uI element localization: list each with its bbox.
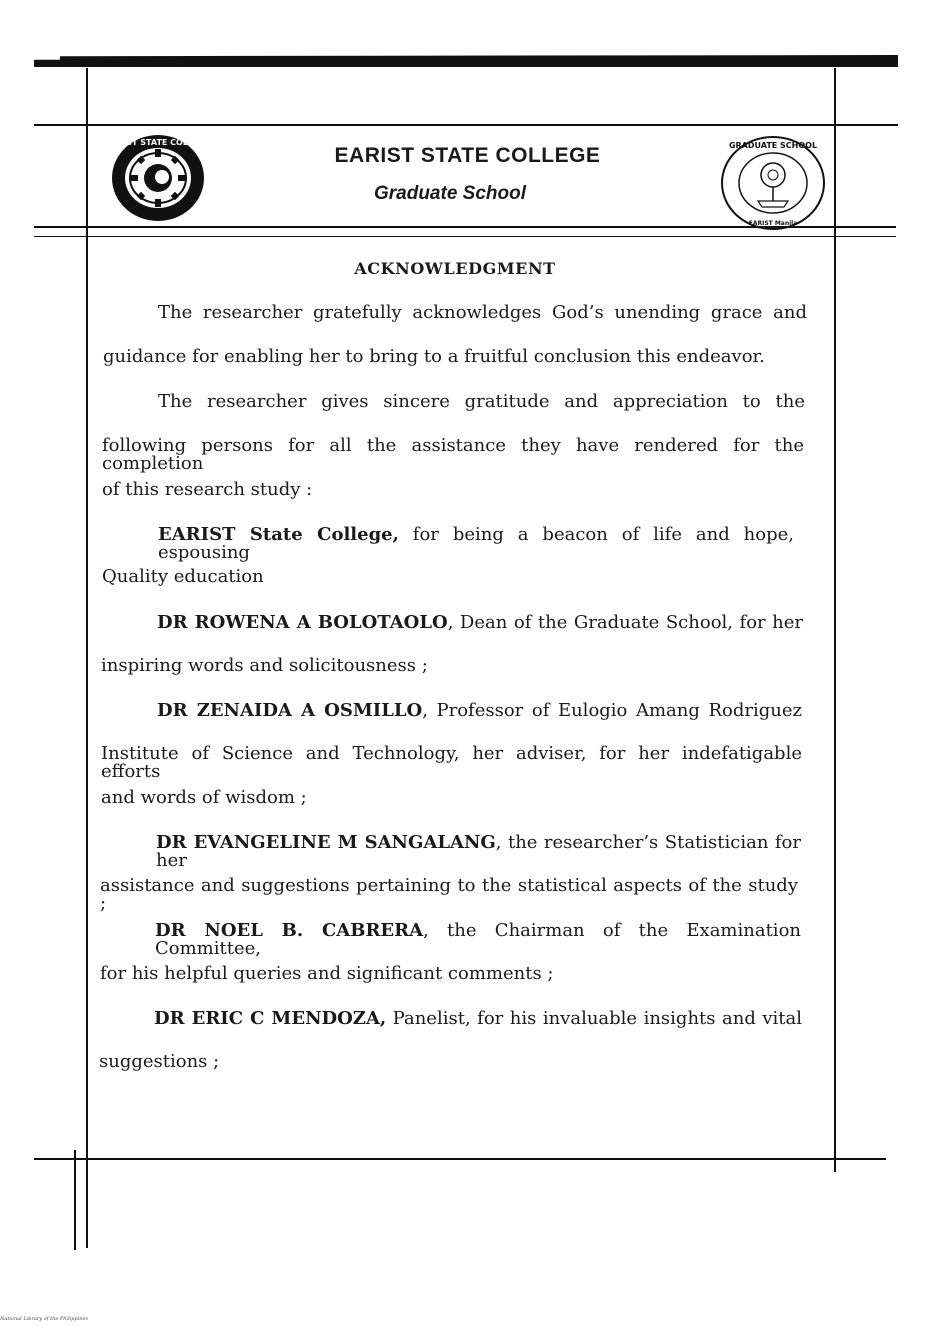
acknowledgee-name: DR EVANGELINE M SANGALANG xyxy=(156,832,496,853)
paragraph-line: for his helpful queries and significant comments ; xyxy=(100,963,554,984)
footer-rule xyxy=(34,1158,886,1160)
paragraph-line: following persons for all the assistance they have rendered for the completion xyxy=(102,435,804,474)
acknowledgee-text: , Dean of the Graduate School, for her xyxy=(447,612,804,633)
page-title: ACKNOWLEDGMENT xyxy=(354,259,556,278)
acknowledgee-line xyxy=(158,526,794,562)
acknowledgee-line xyxy=(155,922,801,958)
paragraph-line: suggestions ; xyxy=(99,1051,220,1072)
school-name: Graduate School xyxy=(373,183,527,204)
paragraph-line: Quality education xyxy=(102,566,264,587)
college-seal-logo xyxy=(110,133,206,223)
acknowledgee-text: , the researcher’s Statistician for her xyxy=(156,832,801,871)
acknowledgee-line xyxy=(156,834,801,870)
acknowledgee-text: for being a beacon of life and hope, espousing xyxy=(158,524,795,563)
right-margin-rule xyxy=(834,68,836,1172)
acknowledgee-name: DR ERIC C MENDOZA, xyxy=(154,1008,387,1029)
paragraph-line: of this research study : xyxy=(102,479,313,500)
paragraph-line: and words of wisdom ; xyxy=(101,787,307,808)
acknowledgee-text: , Professor of Eulogio Amang Rodriguez xyxy=(422,700,802,721)
acknowledgee-name: DR ROWENA A BOLOTAOLO xyxy=(157,612,448,633)
college-name: EARIST STATE COLLEGE xyxy=(334,144,601,167)
svg-text:EARIST STATE COLLEGE: EARIST STATE COLLEGE xyxy=(110,138,206,147)
svg-text:GRADUATE SCHOOL: GRADUATE SCHOOL xyxy=(728,141,818,150)
graduate-school-seal-logo xyxy=(720,135,826,231)
top-border-bar xyxy=(34,55,898,67)
left-margin-rule xyxy=(86,68,88,1248)
acknowledgee-line xyxy=(154,1010,802,1028)
footer-note: National Library of the Philippines xyxy=(0,1316,89,1322)
acknowledgee-name: DR NOEL B. CABRERA xyxy=(155,920,424,941)
header-bottom-rule-thin xyxy=(34,236,896,237)
paragraph-line: inspiring words and solicitousness ; xyxy=(101,655,428,676)
acknowledgee-line xyxy=(157,614,803,632)
header-top-rule xyxy=(34,124,898,126)
acknowledgee-text: , the Chairman of the Examination Committee, xyxy=(155,920,801,959)
acknowledgee-name: DR ZENAIDA A OSMILLO xyxy=(157,700,423,721)
acknowledgee-line xyxy=(157,702,802,720)
acknowledgee-name: EARIST State College, xyxy=(158,524,399,545)
paragraph-line: Institute of Science and Technology, her adviser, for her indefatigable efforts xyxy=(101,743,802,782)
paragraph-line: assistance and suggestions pertaining to the statistical aspects of the study ; xyxy=(100,875,798,914)
paragraph-line: The researcher gratefully acknowledges God’s unending grace and xyxy=(158,302,807,323)
paragraph-line: The researcher gives sincere gratitude and appreciation to the xyxy=(158,391,805,412)
svg-text:EARIST Manila: EARIST Manila xyxy=(748,220,798,227)
paragraph-line: guidance for enabling her to bring to a fruitful conclusion this endeavor. xyxy=(103,346,765,367)
left-margin-rule-lower xyxy=(74,1150,76,1250)
acknowledgee-text: Panelist, for his invaluable insights and vital xyxy=(386,1008,802,1029)
